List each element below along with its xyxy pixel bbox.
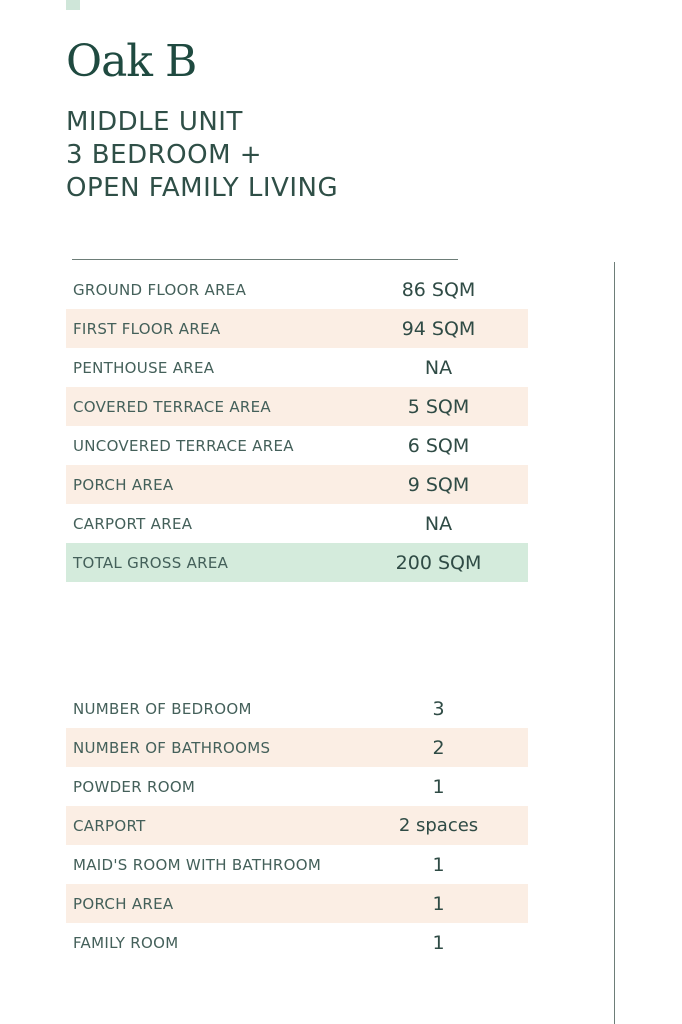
- row-value: 6 SQM: [407, 434, 470, 457]
- table-row: [66, 884, 528, 923]
- row-label: MAID'S ROOM WITH BATHROOM: [73, 855, 322, 874]
- table-row: [66, 806, 528, 845]
- row-value: NA: [424, 356, 453, 379]
- unit-type-line: MIDDLE UNIT: [66, 107, 243, 137]
- row-value: 1: [432, 775, 445, 798]
- row-value: 9 SQM: [407, 473, 470, 496]
- row-label: CARPORT AREA: [73, 514, 193, 533]
- table-row: [66, 309, 528, 348]
- bedroom-line: 3 BEDROOM +: [66, 140, 263, 170]
- table-row: [66, 426, 528, 465]
- row-label: FAMILY ROOM: [73, 933, 179, 952]
- row-value: 1: [432, 853, 445, 876]
- row-label: PENTHOUSE AREA: [73, 358, 215, 377]
- row-label: COVERED TERRACE AREA: [73, 397, 271, 416]
- table-row: [66, 923, 528, 962]
- table-row: [66, 348, 528, 387]
- row-value: 1: [432, 931, 445, 954]
- page-title: Oak B: [66, 36, 197, 87]
- row-label: PORCH AREA: [73, 894, 174, 913]
- row-label: NUMBER OF BEDROOM: [73, 699, 252, 718]
- top-divider: [72, 259, 458, 260]
- table-row: [66, 270, 528, 309]
- table-row: [66, 767, 528, 806]
- unit-description: [66, 106, 338, 205]
- row-value: 200 SQM: [395, 551, 482, 574]
- table-row: [66, 387, 528, 426]
- table-row: [66, 845, 528, 884]
- row-value: 5 SQM: [407, 395, 470, 418]
- table-row: [66, 504, 528, 543]
- row-label: TOTAL GROSS AREA: [73, 553, 229, 572]
- row-value: 2: [432, 736, 445, 759]
- row-label: CARPORT: [73, 816, 146, 835]
- row-value: 94 SQM: [401, 317, 476, 340]
- area-table: [66, 270, 528, 582]
- row-value: 86 SQM: [401, 278, 476, 301]
- total-gross-area-row: [66, 543, 528, 582]
- row-label: UNCOVERED TERRACE AREA: [73, 436, 294, 455]
- table-row: [66, 689, 528, 728]
- table-row: [66, 728, 528, 767]
- row-label: NUMBER OF BATHROOMS: [73, 738, 271, 757]
- right-divider: [614, 262, 615, 1024]
- row-value: 2 spaces: [398, 815, 479, 836]
- row-value: NA: [424, 512, 453, 535]
- row-label: FIRST FLOOR AREA: [73, 319, 221, 338]
- row-value: 1: [432, 892, 445, 915]
- row-label: PORCH AREA: [73, 475, 174, 494]
- living-line: OPEN FAMILY LIVING: [66, 173, 339, 203]
- row-label: GROUND FLOOR AREA: [73, 280, 247, 299]
- row-value: 3: [432, 697, 445, 720]
- table-row: [66, 465, 528, 504]
- row-label: POWDER ROOM: [73, 777, 196, 796]
- rooms-table: [66, 689, 528, 962]
- corner-accent-mark: [66, 0, 80, 10]
